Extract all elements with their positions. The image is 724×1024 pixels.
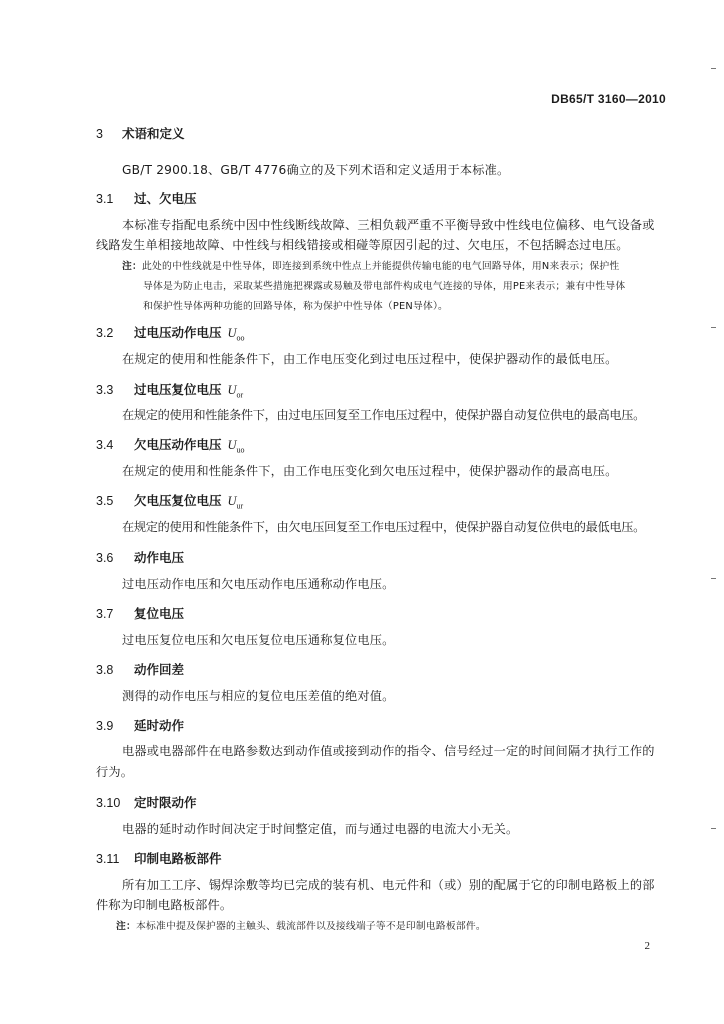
clause-heading [96, 849, 222, 867]
clause-number: 3.8 [96, 663, 114, 677]
note-label: 注： [122, 261, 142, 272]
note-label: 注： [116, 921, 136, 932]
clause-note-line: 注：本标准中提及保护器的主触头、载流部件以及接线端子等不是印制电路板部件。 [116, 921, 486, 932]
clause-title: 复位电压 [134, 606, 185, 621]
clause-number: 3.5 [96, 494, 114, 508]
clause-symbol: $U_{ur}$ [227, 494, 244, 511]
clause-heading [96, 189, 197, 207]
clause-title: 动作电压 [134, 550, 185, 565]
clause-heading [96, 793, 197, 811]
clause-title: 印制电路板部件 [134, 851, 222, 866]
clause-text-line: 在规定的使用和性能条件下，由工作电压变化到欠电压过程中，使保护器动作的最高电压。 [122, 464, 618, 478]
clause-number: 3.2 [96, 326, 114, 340]
clause-text-line: 测得的动作电压与相应的复位电压差值的绝对值。 [122, 689, 395, 703]
clause-heading [96, 323, 245, 343]
clause-heading [96, 548, 184, 566]
clause-heading [96, 716, 184, 734]
clause-text-line: 本标准专指配电系统中因中性线断线故障、三相负载严重不平衡导致中性线电位偏移、电气设备或 [122, 218, 655, 232]
clause-title: 欠电压动作电压 [134, 437, 222, 452]
clause-number: 3.6 [96, 551, 114, 565]
section-number: 3 [96, 127, 103, 141]
clause-text-line: 电器或电器部件在电路参数达到动作值或接到动作的指令、信号经过一定的时间间隔才执行工作的 [122, 744, 655, 758]
clause-note-line: 和保护性导体两种功能的回路导体，称为保护中性导体（PEN导体）。 [143, 301, 449, 312]
clause-heading [96, 380, 243, 400]
clause-number: 3.1 [96, 192, 114, 206]
clause-text-line: 件称为印制电路板部件。 [96, 898, 233, 912]
clause-title: 延时动作 [134, 718, 185, 733]
clause-number: 3.7 [96, 607, 114, 621]
clause-symbol: $U_{uo}$ [227, 438, 245, 455]
clause-text-line: 行为。 [96, 765, 134, 779]
clause-text-line: 所有加工工序、锡焊涂敷等均已完成的装有机、电元件和（或）别的配属于它的印制电路板上的部 [122, 878, 655, 892]
clause-title: 动作回差 [134, 662, 185, 677]
scan-mark [711, 68, 716, 69]
clause-title: 过、欠电压 [134, 191, 197, 206]
scan-mark [711, 828, 716, 829]
clause-title: 过电压动作电压 [134, 325, 222, 340]
clause-title: 过电压复位电压 [134, 382, 222, 397]
clause-heading [96, 604, 184, 622]
clause-number: 3.11 [96, 852, 120, 866]
standard-code: DB65/T 3160—2010 [551, 92, 666, 106]
clause-text-line: 在规定的使用和性能条件下，由工作电压变化到过电压过程中，使保护器动作的最低电压。 [122, 352, 618, 366]
clause-heading [96, 660, 184, 678]
scan-mark [711, 578, 716, 579]
clause-number: 3.9 [96, 719, 114, 733]
clause-text-line: 过电压复位电压和欠电压复位电压通称复位电压。 [122, 633, 395, 647]
clause-heading [96, 491, 243, 511]
clause-note-line: 注：此处的中性线就是中性导体，即连接到系统中性点上并能提供传输电能的电气回路导体，用N来表示；保护性 [122, 261, 620, 272]
clause-text-line: 过电压动作电压和欠电压动作电压通称动作电压。 [122, 577, 395, 591]
clause-symbol: $U_{or}$ [227, 383, 244, 400]
scan-mark [711, 327, 716, 328]
clause-text-line: 线路发生单相接地故障、中性线与相线错接或相碰等原因引起的过、欠电压，不包括瞬态过电压。 [96, 238, 629, 252]
section-title: 术语和定义 [122, 126, 185, 141]
clause-title: 欠电压复位电压 [134, 493, 222, 508]
page-number: 2 [644, 940, 650, 952]
clause-text-line: 电器的延时动作时间决定于时间整定值，而与通过电器的电流大小无关。 [122, 822, 519, 836]
section-intro: GB/T 2900.18、GB/T 4776确立的及下列术语和定义适用于本标准。 [122, 163, 510, 177]
clause-heading [96, 435, 245, 455]
clause-text-line: 在规定的使用和性能条件下，由过电压回复至工作电压过程中，使保护器自动复位供电的最高电压。 [122, 408, 646, 422]
clause-text-line: 在规定的使用和性能条件下，由欠电压回复至工作电压过程中，使保护器自动复位供电的最低电压。 [122, 520, 646, 534]
clause-note-line: 导体是为防止电击，采取某些措施把裸露或易触及带电部件构成电气连接的导体，用PE来表示；兼有中性导体 [143, 281, 626, 292]
clause-title: 定时限动作 [134, 795, 197, 810]
clause-symbol: $U_{oo}$ [227, 326, 245, 343]
section-heading [96, 124, 185, 142]
clause-number: 3.3 [96, 383, 114, 397]
clause-number: 3.10 [96, 796, 121, 810]
clause-number: 3.4 [96, 438, 114, 452]
